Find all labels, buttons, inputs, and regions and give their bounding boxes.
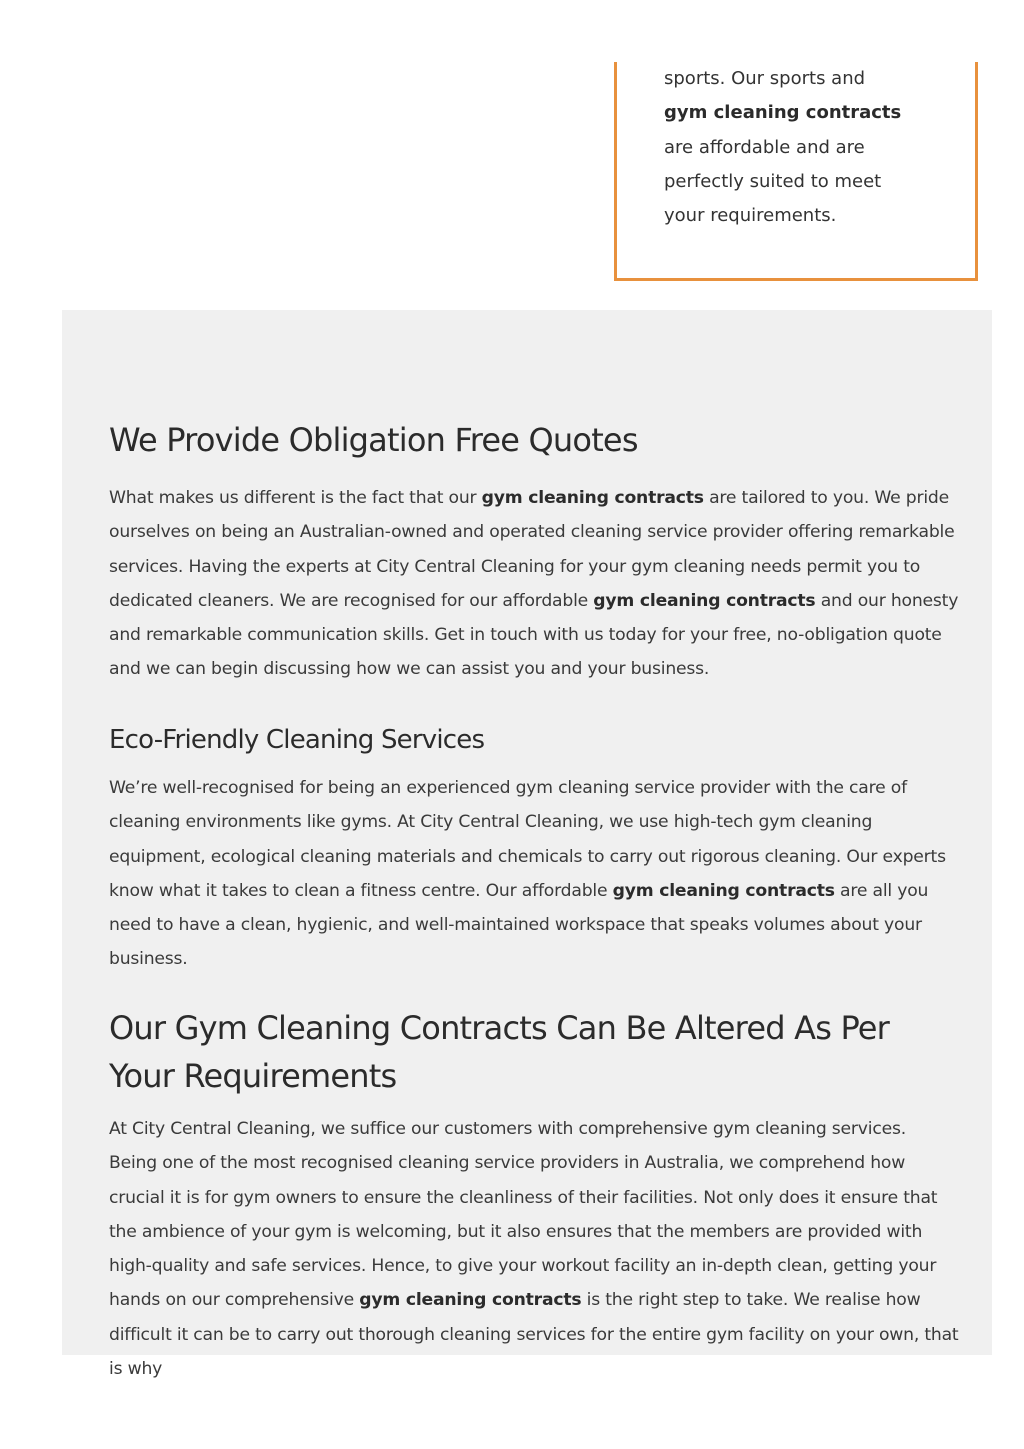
paragraph-text: At City Central Cleaning, we suffice our customers with comprehensive gym cleaning services. Being one of the most recognised cleaning service providers in Australia, we comprehend how crucial it is for gym owners to ensure the cleanliness of their facilities. Not only does it ensure that the ambience of your gym is welcoming, but it also ensures that the members are provided with high-quality and safe services. Hence, to give your workout facility an in-depth clean, getting your hands on our comprehensive: [109, 1119, 938, 1311]
content-panel: [62, 310, 992, 1380]
section-paragraph: [109, 1112, 959, 1386]
section-eco-friendly: [109, 720, 959, 977]
paragraph-text: are all you need to have a clean, hygienic, and well-maintained workspace that speaks volumes about your business.: [109, 880, 929, 970]
paragraph-text: is the right step to take. We realise how difficult it can be to carry out thorough cleaning services for the entire gym facility on your own, that is why: [109, 1290, 959, 1380]
section-paragraph: [109, 481, 959, 687]
callout-text-part: are affordable and are perfectly suited to meet your requirements.: [664, 136, 882, 227]
keyword-gym-cleaning-contracts: gym cleaning contracts: [359, 1290, 582, 1311]
section-heading: Our Gym Cleaning Contracts Can Be Altered As Per Your Requirements: [109, 1009, 890, 1095]
keyword-gym-cleaning-contracts: gym cleaning contracts: [481, 488, 704, 508]
section-heading: Eco-Friendly Cleaning Services: [109, 725, 485, 755]
callout-text: [664, 62, 914, 233]
keyword-gym-cleaning-contracts: gym cleaning contracts: [612, 880, 835, 901]
callout-text-part: sports. Our sports and: [664, 68, 866, 89]
section-altered-contracts: [109, 1004, 959, 1386]
keyword-gym-cleaning-contracts: gym cleaning contracts: [664, 102, 902, 124]
paragraph-text: are tailored to you. We pride ourselves on being an Australian-owned and operated cleaning service provider offering remarkable services. Having the experts at City Central Cleaning for your gym cleaning needs permit you to dedicated cleaners. We are recognised for our affordable: [109, 488, 955, 611]
keyword-gym-cleaning-contracts: gym cleaning contracts: [593, 590, 816, 611]
paragraph-text: What makes us different is the fact that our: [109, 488, 482, 508]
section-heading: We Provide Obligation Free Quotes: [109, 421, 638, 459]
section-obligation-free-quotes: [109, 416, 959, 687]
section-paragraph: [109, 771, 959, 977]
callout-box: [614, 62, 978, 281]
paragraph-text: and our honesty and remarkable communication skills. Get in touch with us today for your free, no-obligation quote and we can begin discussing how we can assist you and your business.: [109, 590, 959, 680]
paragraph-text: We’re well-recognised for being an experienced gym cleaning service provider with the care of cleaning environments like gyms. At City Central Cleaning, we use high-tech gym cleaning equipment, ecological cleaning materials and chemicals to carry out rigorous cleaning. Our experts know what it takes to clean a fitness centre. Our affordable: [109, 778, 946, 901]
